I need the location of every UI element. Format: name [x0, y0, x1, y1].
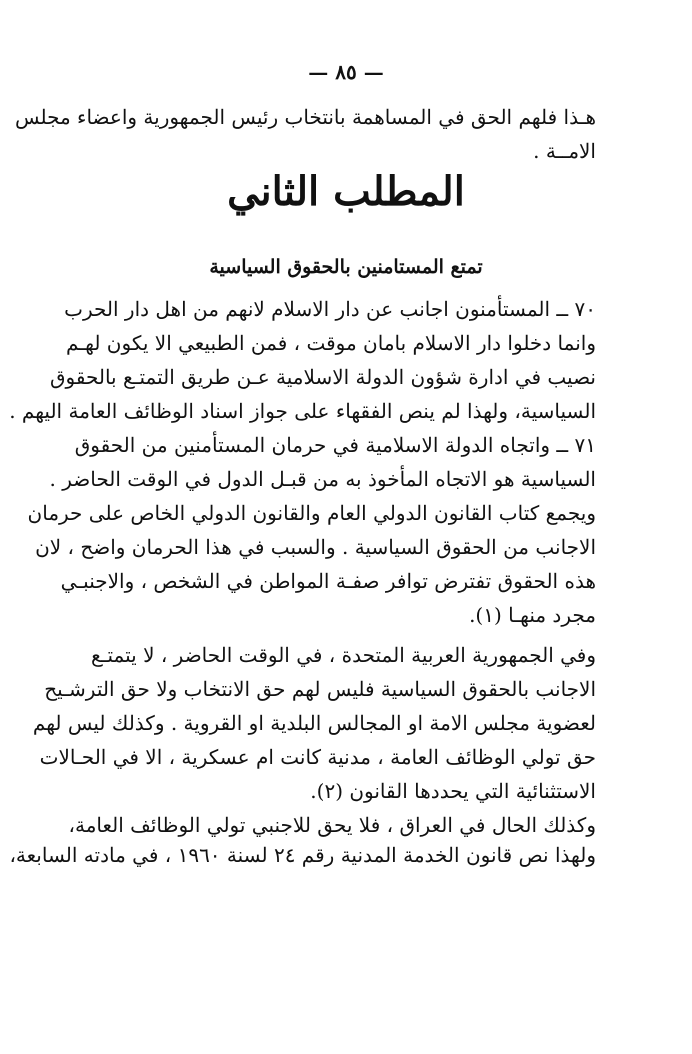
paragraph-line: الاستثنائية التي يحددها القانون (٢).: [310, 779, 596, 803]
paragraph-line: هذه الحقوق تفترض توافر صفـة المواطن في الشخص ، والاجنبـي: [60, 569, 596, 593]
paragraph-line: مجرد منهـا (١).: [469, 603, 596, 627]
paragraph-line: السياسية، ولهذا لم ينص الفقهاء على جواز اسناد الوظائف العامة اليهم .: [9, 399, 596, 423]
paragraph-line: الاجانب من الحقوق السياسية . والسبب في هذا الحرمان واضح ، لان: [35, 535, 596, 559]
section-subtitle: تمتع المستامنين بالحقوق السياسية: [209, 256, 483, 278]
paragraph-line: وكذلك الحال في العراق ، فلا يحق للاجنبي تولي الوظائف العامة،: [68, 813, 596, 837]
paragraph-line: حق تولي الوظائف العامة ، مدنية كانت ام عسكرية ، الا في الحـالات: [39, 745, 596, 769]
paragraph-line: ولهذا نص قانون الخدمة المدنية رقم ٢٤ لسنة ١٩٦٠ ، في مادته السابعة،: [9, 843, 596, 867]
intro-line: الامــة .: [533, 139, 596, 163]
paragraph-line: ٧٠ ــ المستأمنون اجانب عن دار الاسلام لانهم من اهل دار الحرب: [64, 297, 596, 321]
paragraph-line: ٧١ ــ واتجاه الدولة الاسلامية في حرمان المستأمنين من الحقوق: [74, 433, 596, 457]
paragraph-line: وفي الجمهورية العربية المتحدة ، في الوقت الحاضر ، لا يتمتـع: [91, 643, 596, 667]
intro-line: هـذا فلهم الحق في المساهمة بانتخاب رئيس الجمهورية واعضاء مجلس: [14, 105, 596, 129]
paragraph-line: ويجمع كتاب القانون الدولي العام والقانون الدولي الخاص على حرمان: [27, 501, 596, 525]
paragraph-line: لعضوية مجلس الامة او المجالس البلدية او القروية . وكذلك ليس لهم: [32, 711, 596, 735]
paragraph-line: الاجانب بالحقوق السياسية فليس لهم حق الانتخاب ولا حق الترشـيح: [44, 677, 596, 701]
page-number: — ٨٥ —: [308, 60, 384, 84]
paragraph-line: السياسية هو الاتجاه المأخوذ به من قبـل الدول في الوقت الحاضر .: [49, 467, 596, 491]
paragraph-line: وانما دخلوا دار الاسلام بامان موقت ، فمن الطبيعي الا يكون لهـم: [65, 331, 596, 355]
section-heading: المطلب الثاني: [227, 168, 465, 215]
paragraph-line: نصيب في ادارة شؤون الدولة الاسلامية عـن طريق التمتـع بالحقوق: [49, 365, 596, 389]
